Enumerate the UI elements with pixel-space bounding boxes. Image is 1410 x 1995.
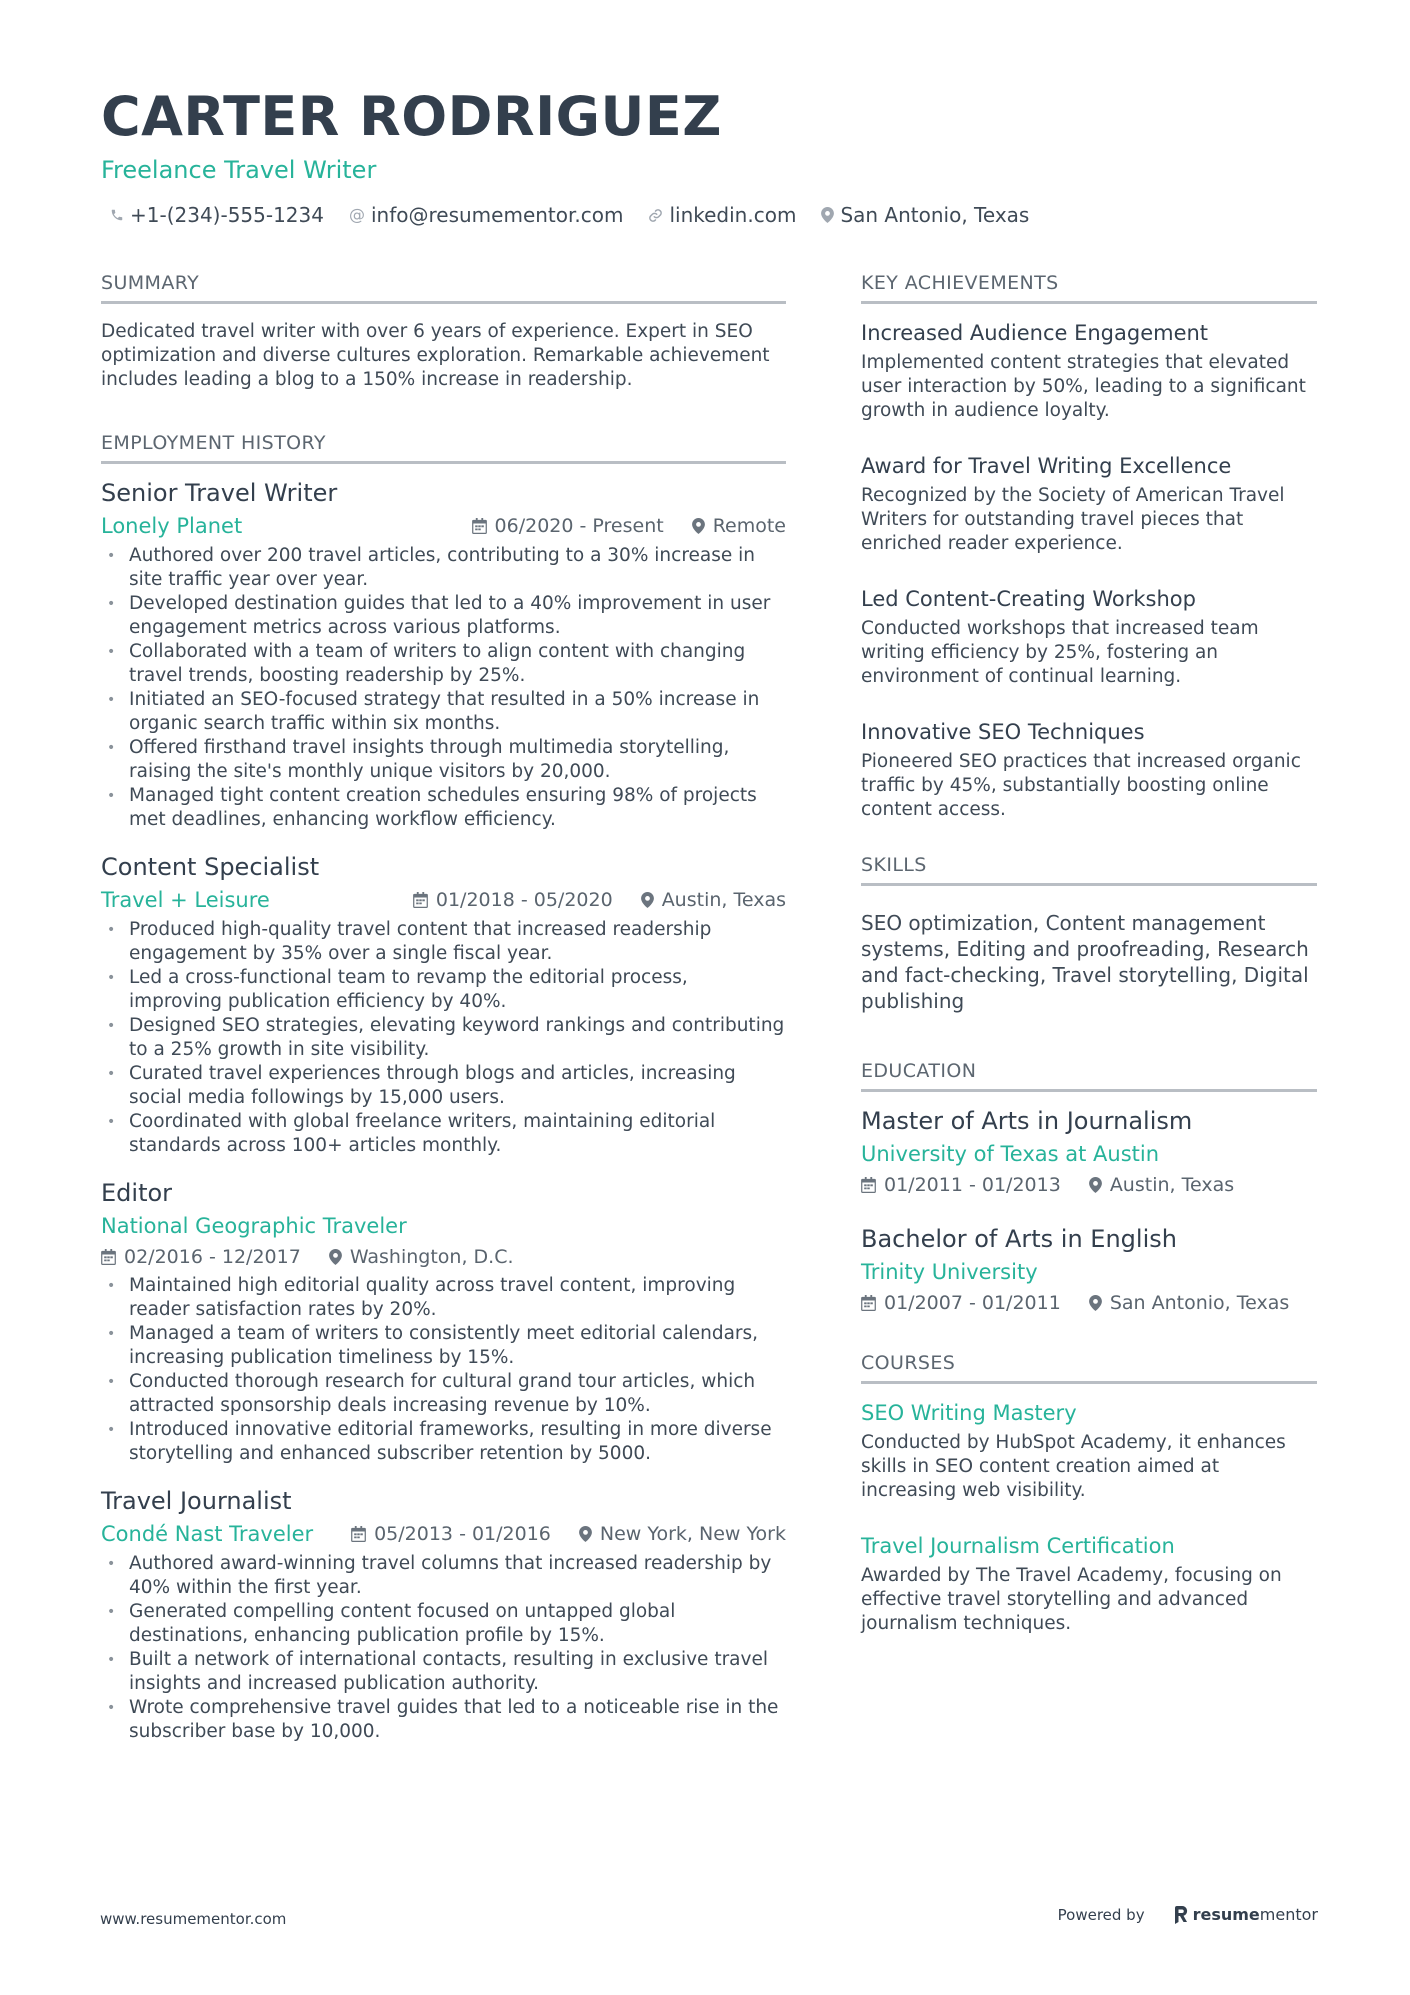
skills-text: SEO optimization, Content management systems, Editing and proofreading, Research and fact-checking, Travel storytelling, Digital publishing [861,911,1309,1013]
brand-mentor: mentor [1259,1905,1318,1924]
courses-section [861,1350,1317,1636]
job-bullet: • Wrote comprehensive travel guides that led to a noticeable rise in the subscriber base by 10,000. [101,1696,786,1744]
section-title-education: EDUCATION [861,1058,1317,1092]
job-entry [101,476,786,832]
section-title-courses: COURSES [861,1350,1317,1384]
achievement-text: Implemented content strategies that elevated user interaction by 50%, leading to a significant growth in audience loyalty. [861,352,1306,421]
education-dates [861,1170,1061,1200]
job-dates-text: 01/2018 - 05/2020 [435,889,613,911]
education-meta-row [861,1170,1317,1200]
job-bullet: • Maintained high editorial quality across travel content, improving reader satisfaction rates by 20%. [101,1274,786,1322]
calendar-icon [472,518,487,534]
footer-powered-by [1058,1905,1318,1924]
map-pin-icon [329,1249,342,1265]
contact-location [821,200,1029,230]
calendar-icon [861,1177,876,1193]
job-location [692,510,786,542]
map-pin-icon [692,518,705,534]
job-dates-text: 02/2016 - 12/2017 [124,1246,301,1268]
job-bullet: • Authored over 200 travel articles, contributing to a 30% increase in site traffic year over year. [101,544,786,592]
job-company: National Geographic Traveler [101,1214,407,1238]
education-school: Trinity University [861,1260,1038,1284]
job-bullet: • Conducted thorough research for cultural grand tour articles, which attracted sponsorship deals increasing revenue by 10%. [101,1370,786,1418]
map-pin-icon [1089,1295,1102,1311]
achievement-title: Award for Travel Writing Excellence [861,454,1232,478]
linkedin-text[interactable]: linkedin.com [669,203,797,227]
summary-section [101,270,786,392]
achievement-title: Led Content-Creating Workshop [861,587,1196,611]
achievement-text: Pioneered SEO practices that increased organic traffic by 45%, substantially boosting online content access. [861,751,1301,820]
summary-text: Dedicated travel writer with over 6 years of experience. Expert in SEO optimization and diverse cultures exploration. Remarkable achievement includes leading a blog to a 150% increase in readership. [101,321,770,390]
link-icon [648,208,663,223]
job-meta-row [101,510,786,542]
job-title: Travel Journalist [101,1487,292,1515]
job-bullet: • Led a cross-functional team to revamp the editorial process, improving publication efficiency by 40%. [101,966,786,1014]
footer-website[interactable]: www.resumementor.com [100,1910,287,1928]
job-dates-text: 05/2013 - 01/2016 [374,1523,551,1545]
job-entry [101,1176,786,1466]
job-bullets [101,1552,786,1744]
course-text: Conducted by HubSpot Academy, it enhances skills in SEO content creation aimed at increasing web visibility. [861,1432,1286,1501]
job-dates [101,1242,301,1272]
employment-section [101,430,786,1744]
education-school: University of Texas at Austin [861,1142,1160,1166]
job-bullets [101,1274,786,1466]
resume-header [101,82,1321,230]
section-title-achievements: KEY ACHIEVEMENTS [861,270,1317,304]
education-section [861,1058,1317,1318]
job-bullet: • Curated travel experiences through blogs and articles, increasing social media followings by 15,000 users. [101,1062,786,1110]
job-bullet: • Managed tight content creation schedules ensuring 98% of projects met deadlines, enhancing workflow efficiency. [101,784,786,832]
education-degree: Bachelor of Arts in English [861,1225,1177,1253]
achievement-title: Innovative SEO Techniques [861,720,1145,744]
course-item [861,1398,1317,1503]
achievement-title: Increased Audience Engagement [861,321,1209,345]
job-company: Condé Nast Traveler [101,1522,314,1546]
education-location-text: Austin, Texas [1109,1174,1235,1196]
job-bullet: • Introduced innovative editorial frameworks, resulting in more diverse storytelling and enhanced subscriber retention by 5000. [101,1418,786,1466]
brand-logo[interactable] [1175,1905,1318,1924]
contact-phone [110,200,324,230]
education-item [861,1222,1317,1318]
job-bullet: • Managed a team of writers to consistently meet editorial calendars, increasing publication timeliness by 15%. [101,1322,786,1370]
map-pin-icon [821,207,834,223]
candidate-headline: Freelance Travel Writer [101,156,377,184]
education-item [861,1104,1317,1200]
achievement-item [861,584,1317,689]
job-location-text: Washington, D.C. [349,1246,514,1268]
location-text: San Antonio, Texas [840,203,1030,227]
job-bullet: • Built a network of international contacts, resulting in exclusive travel insights and increased publication authority. [101,1648,786,1696]
right-column [861,270,1317,1674]
job-bullet: • Authored award-winning travel columns that increased readership by 40% within the first year. [101,1552,786,1600]
achievement-text: Conducted workshops that increased team writing efficiency by 25%, fostering an environment of continual learning. [861,618,1259,687]
map-pin-icon [579,1526,592,1542]
course-item [861,1531,1317,1636]
education-location-text: San Antonio, Texas [1109,1292,1290,1314]
job-dates-text: 06/2020 - Present [494,515,664,537]
email-text[interactable]: info@resumementor.com [370,203,624,227]
education-location [1089,1170,1234,1200]
job-entry [101,850,786,1158]
job-bullets [101,918,786,1158]
job-bullet: • Collaborated with a team of writers to align content with changing travel trends, boosting readership by 25%. [101,640,786,688]
at-sign-icon: @ [348,205,365,224]
section-title-summary: SUMMARY [101,270,786,304]
job-title: Senior Travel Writer [101,479,338,507]
achievement-item [861,318,1317,423]
section-title-skills: SKILLS [861,852,1317,886]
contact-email[interactable] [349,200,623,230]
job-location-text: New York, New York [599,1523,786,1545]
job-title: Editor [101,1179,173,1207]
job-company: Lonely Planet [101,514,243,538]
job-dates [413,884,613,916]
job-meta-row [101,1518,786,1550]
contact-linkedin[interactable] [648,200,796,230]
education-dates-text: 01/2011 - 01/2013 [884,1174,1061,1196]
course-title: SEO Writing Mastery [861,1401,1077,1425]
education-location [1089,1288,1289,1318]
course-text: Awarded by The Travel Academy, focusing on effective travel storytelling and advanced journalism techniques. [861,1565,1282,1634]
job-location-text: Austin, Texas [661,889,786,911]
candidate-name: CARTER RODRIGUEZ [101,85,722,148]
job-bullet: • Offered firsthand travel insights through multimedia storytelling, raising the site's monthly unique visitors by 20,000. [101,736,786,784]
course-title: Travel Journalism Certification [861,1534,1175,1558]
left-column [101,270,786,1762]
job-location [579,1518,786,1550]
achievement-item [861,717,1317,822]
education-dates [861,1288,1061,1318]
job-location [329,1242,514,1272]
job-bullet: • Developed destination guides that led to a 40% improvement in user engagement metrics across various platforms. [101,592,786,640]
job-dates [472,510,664,542]
education-dates-text: 01/2007 - 01/2011 [884,1292,1061,1314]
resumementor-logo-icon [1175,1906,1189,1924]
job-company-row [101,1210,786,1242]
brand-resume: resume [1192,1905,1260,1924]
section-title-employment: EMPLOYMENT HISTORY [101,430,786,464]
job-bullet: • Coordinated with global freelance writers, maintaining editorial standards across 100+ articles monthly. [101,1110,786,1158]
calendar-icon [413,892,428,908]
calendar-icon [351,1526,366,1542]
job-bullet: • Designed SEO strategies, elevating keyword rankings and contributing to a 25% growth in site visibility. [101,1014,786,1062]
calendar-icon [861,1295,876,1311]
job-meta-row [101,884,786,916]
job-location-text: Remote [712,515,786,537]
education-meta-row [861,1288,1317,1318]
job-bullet: • Generated compelling content focused on untapped global destinations, enhancing publication profile by 15%. [101,1600,786,1648]
achievement-item [861,451,1317,556]
job-bullet: • Initiated an SEO-focused strategy that resulted in a 50% increase in organic search traffic within six months. [101,688,786,736]
map-pin-icon [1089,1177,1102,1193]
job-bullets [101,544,786,832]
job-title: Content Specialist [101,853,320,881]
skills-section [861,852,1317,1014]
achievement-text: Recognized by the Society of American Travel Writers for outstanding travel pieces that enriched reader experience. [861,485,1285,554]
education-degree: Master of Arts in Journalism [861,1107,1193,1135]
job-company: Travel + Leisure [101,888,270,912]
phone-text: +1-(234)-555-1234 [130,203,324,227]
map-pin-icon [641,892,654,908]
job-dates [351,1518,551,1550]
job-bullet: • Produced high-quality travel content that increased readership engagement by 35% over a single fiscal year. [101,918,786,966]
job-entry [101,1484,786,1744]
phone-icon [110,208,124,222]
calendar-icon [101,1249,116,1265]
contact-bar [101,200,1321,230]
achievements-section [861,270,1317,822]
powered-by-label: Powered by [1057,1905,1145,1924]
job-meta-row [101,1242,786,1272]
job-location [641,884,786,916]
